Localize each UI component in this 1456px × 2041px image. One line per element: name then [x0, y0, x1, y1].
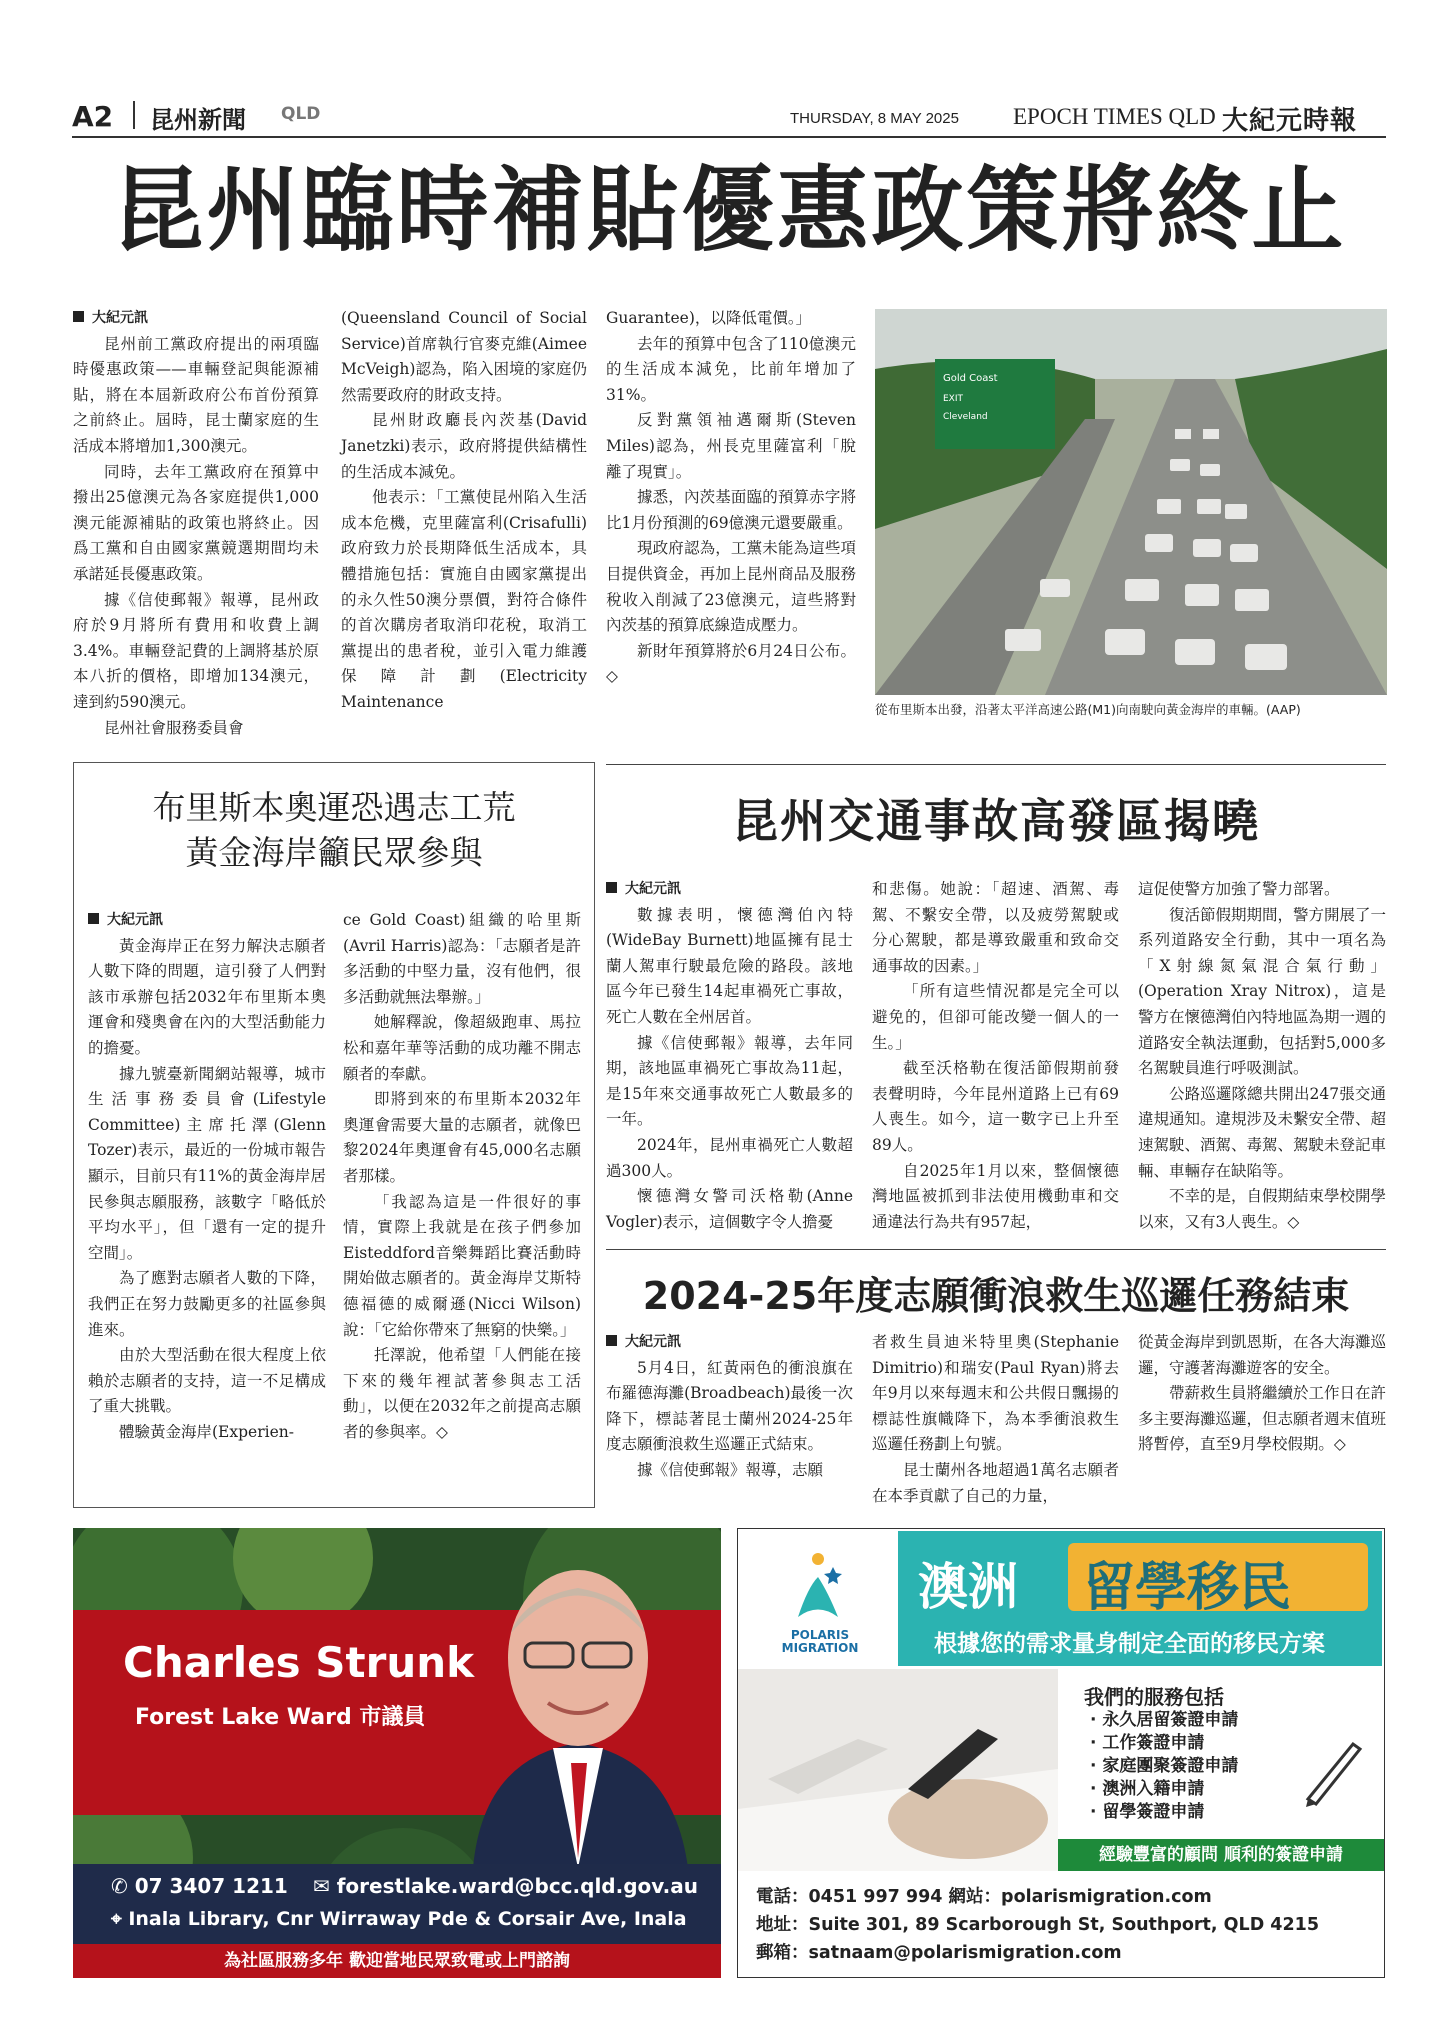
paragraph: 公路巡邏隊總共開出247張交通違規通知。違規涉及未繫安全帶、超速駕駛、酒駕、毒駕、駕駛未登記車輛、車輛存在缺陷等。	[1138, 1084, 1387, 1180]
paragraph: 自2025年1月以來，整個懷德灣地區被抓到非法使用機動車和交通違法行為共有957起，	[872, 1161, 1119, 1231]
sign-text: Gold Coast	[943, 373, 998, 384]
location-pin-icon: ⌖	[111, 1908, 122, 1930]
volunteer-column-1	[88, 908, 326, 1445]
volunteer-byline: 大紀元訊	[88, 908, 326, 934]
ad-subtitle: 根據您的需求量身制定全面的移民方案	[934, 1631, 1325, 1657]
paragraph: (Queensland Council of Social Service)首席執行官麥克維(Aimee McVeigh)認為，陷入困境的家庭仍然需要政府的財政支持。	[341, 309, 587, 404]
logo-line: POLARIS	[790, 1628, 850, 1642]
polaris-logo-icon	[778, 1547, 858, 1627]
paragraph: 截至沃格勒在復活節假期前發表聲明時，今年昆州道路上已有69人喪生。如今，這一數字已上升至89人。	[872, 1059, 1119, 1154]
volunteer-title-line-1: 布里斯本奧運恐遇志工荒	[152, 788, 516, 827]
paragraph: 復活節假期期間，警方開展了一系列道路安全行動，其中一項名為「X射線氮氣混合氣行動」(Operation Xray Nitrox)，這是警方在懷德灣伯內特地區為期一週的道路安全執法運動，包括對5,000多名駕駛員進行呼吸測試。	[1138, 905, 1387, 1078]
highway-photo-art	[875, 309, 1387, 695]
service-item: · 家庭團聚簽證申請	[1090, 1756, 1239, 1776]
sign-text: Cleveland	[943, 412, 988, 422]
paragraph: 5月4日，紅黃兩色的衝浪旗在布羅德海灘(Broadbeach)最後一次降下，標誌著昆士蘭州2024-25年度志願衝浪救生巡邏正式結束。	[606, 1358, 853, 1454]
councillor-name: Charles Strunk	[123, 1638, 475, 1687]
lifesaver-byline: 大紀元訊	[606, 1330, 853, 1356]
paragraph: 新財年預算將於6月24日公布。◇	[606, 641, 856, 686]
lifesaver-headline: 2024-25年度志願衝浪救生巡邏任務結束	[642, 1274, 1350, 1318]
paragraph: 由於大型活動在很大程度上依賴於志願者的支持，這一不足構成了重大挑戰。	[88, 1346, 326, 1416]
paragraph: 同時，去年工黨政府在預算中撥出25億澳元為各家庭提供1,000澳元能源補貼的政策也將終止。因爲工黨和自由國家黨競選期間均未承諾延長優惠政策。	[73, 462, 319, 583]
section-rule	[606, 764, 1386, 765]
paragraph: 從黃金海岸到凱恩斯，在各大海灘巡邏，守護著海灘遊客的安全。	[1138, 1333, 1387, 1377]
services-list	[1090, 1709, 1238, 1824]
paragraph: 數據表明，懷德灣伯內特(WideBay Burnett)地區擁有昆士蘭人駕車行駛最危險的路段。該地區今年已發生14起車禍死亡事故，死亡人數在全州居首。	[606, 905, 853, 1026]
contact-line: 地址：Suite 301, 89 Scarborough St, Southport, QLD 4215	[756, 1915, 1320, 1935]
polaris-logo-text	[760, 1629, 880, 1655]
paragraph: 昆州財政廳長內茨基(David Janetzki)表示，政府將提供結構性的生活成本減免。	[341, 411, 587, 481]
services-title: 我們的服務包括	[1084, 1685, 1224, 1709]
migration-ad[interactable]	[737, 1528, 1385, 1978]
paragraph: 「我認為這是一件很好的事情，實際上我就是在孩子們參加Eisteddford音樂舞蹈比賽活動時開始做志願者的。黃金海岸艾斯特德福德的威爾遜(Nicci Wilson)說：「它給你帶來了無窮的快樂。」	[343, 1192, 581, 1339]
volunteer-title	[73, 785, 595, 875]
paragraph: ce Gold Coast)組織的哈里斯(Avril Harris)認為：「志願者是許多活動的中堅力量，沒有他們，很多活動就無法舉辦。」	[343, 911, 581, 1006]
paragraph: 懷德灣女警司沃格勒(Anne Vogler)表示，這個數字令人擔憂	[606, 1187, 853, 1231]
section-rule	[606, 1249, 1386, 1250]
lifesaver-column-3	[1138, 1330, 1386, 1458]
accident-column-2	[872, 877, 1119, 1235]
volunteer-column-2	[343, 908, 581, 1445]
paragraph: 據《信使郵報》報導，志願	[637, 1460, 824, 1479]
contact-line[interactable]: 郵箱：satnaam@polarismigration.com	[756, 1943, 1122, 1963]
address-line	[111, 1908, 687, 1930]
councillor-ad[interactable]	[73, 1528, 721, 1978]
service-item: · 工作簽證申請	[1090, 1733, 1205, 1753]
councillor-title: Forest Lake Ward 市議員	[135, 1705, 426, 1730]
issue-date: THURSDAY, 8 MAY 2025	[790, 110, 959, 127]
paragraph: 者救生員迪米特里奧(Stephanie Dimitrio)和瑞安(Paul Ryan)將去年9月以來每週末和公共假日飄揚的標誌性旗幟降下，為本季衝浪救生巡邏任務劃上句號。	[872, 1333, 1119, 1454]
pen-icon	[1298, 1729, 1368, 1809]
header-divider	[133, 101, 135, 129]
service-item: · 永久居留簽證申請	[1090, 1710, 1239, 1730]
accident-byline: 大紀元訊	[606, 877, 853, 903]
phone-number[interactable]: 07 3407 1211	[134, 1874, 288, 1898]
logo-line: MIGRATION	[781, 1641, 859, 1655]
email-address[interactable]: forestlake.ward@bcc.qld.gov.au	[336, 1874, 699, 1898]
ad-banner: 經驗豐富的顧問 順利的簽證申請	[1058, 1839, 1384, 1871]
sign-text: EXIT	[943, 394, 964, 404]
paragraph: 和悲傷。她說：「超速、酒駕、毒駕、不繫安全帶，以及疲勞駕駛或分心駕駛，都是導致嚴重和致命交通事故的因素。」	[872, 880, 1119, 975]
service-item: · 留學簽證申請	[1090, 1802, 1205, 1822]
contact-line[interactable]: 電話：0451 997 994 網站：polarismigration.com	[756, 1887, 1212, 1907]
email-line[interactable]	[313, 1874, 698, 1898]
paper-brand: 大紀元時報	[1222, 106, 1358, 136]
accident-headline: 昆州交通事故高發區揭曉	[732, 794, 1260, 848]
paragraph: 即將到來的布里斯本2032年奧運會需要大量的志願者，就像巴黎2024年奧運會有45,000名志願者那樣。	[343, 1090, 581, 1185]
paragraph: 體驗黃金海岸(Experien-	[119, 1422, 294, 1441]
paragraph: 據《信使郵報》報導，昆州政府於9月將所有費用和收費上調3.4%。車輛登記費的上調將基於原本八折的價格，即增加134澳元，達到約590澳元。	[73, 590, 319, 711]
lifesaver-column-2	[872, 1330, 1119, 1509]
ad-slogan: 為社區服務多年 歡迎當地民眾致電或上門諮詢	[73, 1944, 721, 1978]
paragraph: 昆州社會服務委員會	[104, 718, 244, 737]
office-address: Inala Library, Cnr Wirraway Pde & Corsair Ave, Inala	[128, 1908, 687, 1930]
paragraph: 反對黨領袖邁爾斯(Steven Miles)認為，州長克里薩富利「脫離了現實」。	[606, 411, 856, 481]
paragraph: 據悉，內茨基面臨的預算赤字將比1月份預測的69億澳元還要嚴重。	[606, 488, 856, 532]
region-tag: QLD	[281, 104, 321, 124]
paragraph: 不幸的是，自假期結束學校開學以來，又有3人喪生。◇	[1138, 1187, 1387, 1231]
ad-contact	[756, 1883, 1319, 1967]
lead-column-2	[341, 306, 587, 716]
paragraph: 昆州前工黨政府提出的兩項臨時優惠政策——車輛登記與能源補貼，將在本屆新政府公布首份預算之前終止。屆時，昆士蘭家庭的生活成本將增加1,300澳元。	[73, 334, 319, 455]
ad-title-b: 留學移民	[1083, 1558, 1292, 1618]
paragraph: 據九號臺新聞網站報導，城市生活事務委員會(Lifestyle Committee)主席托澤(Glenn Tozer)表示，最近的一份城市報告顯示，目前只有11%的黃金海岸居民參與志願服務，該數字「略低於平均水平」，但「還有一定的提升空間」。	[88, 1064, 326, 1262]
office-photo	[738, 1669, 1058, 1871]
lead-byline: 大紀元訊	[73, 306, 319, 332]
paragraph: 帶薪救生員將繼續於工作日在許多主要海灘巡邏，但志願者週末值班將暫停，直至9月學校假期。◇	[1138, 1384, 1387, 1454]
accident-column-3	[1138, 877, 1386, 1235]
header-rule	[72, 136, 1386, 138]
lead-column-1	[73, 306, 319, 741]
paragraph: 去年的預算中包含了110億澳元的生活成本減免，比前年增加了31%。	[606, 334, 856, 404]
section-name: 昆州新聞	[150, 106, 246, 134]
phone-line[interactable]	[111, 1874, 288, 1898]
ad-title-a: 澳洲	[918, 1558, 1018, 1616]
paragraph: 「所有這些情況都是完全可以避免的，但卻可能改變一個人的一生。」	[872, 982, 1119, 1052]
paper-name: EPOCH TIMES QLD	[1013, 104, 1216, 129]
paragraph: Guarantee)，以降低電價。」	[606, 309, 812, 327]
paragraph: 為了應對志願者人數的下降，我們正在努力鼓勵更多的社區參與進來。	[88, 1269, 326, 1339]
office-photo-art	[738, 1669, 1058, 1871]
paragraph: 托澤說，他希望「人們能在接下來的幾年裡試著參與志工活動」，以便在2032年之前提高志願者的參與率。◇	[343, 1346, 581, 1441]
paragraph: 昆士蘭州各地超過1萬名志願者在本季貢獻了自己的力量，	[872, 1460, 1119, 1505]
lead-column-3	[606, 306, 856, 690]
service-item: · 澳洲入籍申請	[1090, 1779, 1205, 1799]
paragraph: 據《信使郵報》報導，去年同期，該地區車禍死亡事故為11起，是15年來交通事故死亡人數最多的一年。	[606, 1033, 853, 1129]
highway-photo	[875, 309, 1387, 695]
paragraph: 現政府認為，工黨未能為這些項目提供資金，再加上昆州商品及服務稅收入削減了23億澳元，這些將對內茨基的預算底線造成壓力。	[606, 539, 856, 635]
accident-column-1	[606, 877, 853, 1235]
volunteer-title-line-2: 黃金海岸籲民眾參與	[185, 833, 483, 872]
paragraph: 她解釋說，像超級跑車、馬拉松和嘉年華等活動的成功離不開志願者的奉獻。	[343, 1013, 581, 1083]
lead-headline: 昆州臨時補貼優惠政策將終止	[111, 156, 1347, 264]
paragraph: 黃金海岸正在努力解決志願者人數下降的問題，這引發了人們對該市承辦包括2032年布里斯本奧運會和殘奧會在內的大型活動能力的擔憂。	[88, 936, 326, 1057]
page-number: A2	[72, 100, 114, 133]
paragraph: 他表示：「工黨使昆州陷入生活成本危機，克里薩富利(Crisafulli)政府致力於長期降低生活成本，具體措施包括：實施自由國家黨提出的永久性50澳分票價，對符合條件的首次購房者取消印花稅，取消工黨提出的患者稅，並引入電力維護保障計劃(Electricity Maintenance	[341, 488, 587, 711]
lifesaver-column-1	[606, 1330, 853, 1484]
paragraph: 這促使警方加強了警力部署。	[1138, 880, 1340, 898]
email-icon: ✉	[313, 1874, 330, 1898]
photo-caption: 從布里斯本出發，沿著太平洋高速公路(M1)向南駛向黃金海岸的車輛。(AAP)	[875, 702, 1301, 717]
phone-icon: ✆	[111, 1874, 128, 1898]
councillor-portrait	[453, 1538, 703, 1868]
paragraph: 2024年，昆州車禍死亡人數超過300人。	[606, 1135, 853, 1180]
